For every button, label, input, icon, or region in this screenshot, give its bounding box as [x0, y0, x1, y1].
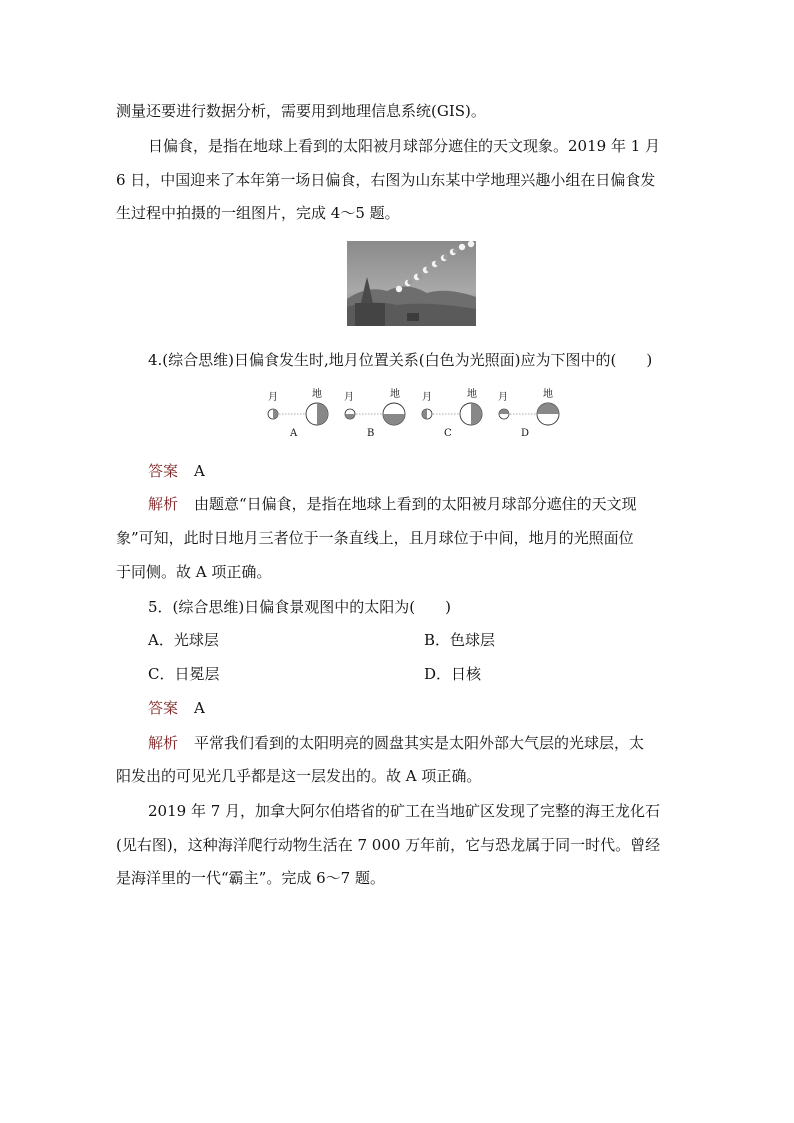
passage1-line1: 日偏食，是指在地球上看到的太阳被月球部分遮住的天文现象。2019 年 1 月 [148, 137, 661, 155]
q5-option-c[interactable]: C．日冕层 [148, 665, 220, 683]
analysis-label: 解析 [148, 495, 179, 513]
q5-option-b[interactable]: B．色球层 [424, 631, 496, 649]
option-d-label: D [521, 428, 530, 439]
q4-analysis-line1 [148, 494, 637, 514]
q5-analysis-line2: 阳发出的可见光几乎都是这一层发出的。故 A 项正确。 [116, 767, 482, 785]
option-b-diagram [344, 387, 405, 439]
passage2-line3: 是海洋里的一代“霸主”。完成 6～7 题。 [116, 869, 385, 887]
q4-analysis-text1: 由题意“日偏食，是指在地球上看到的太阳被月球部分遮住的天文现 [194, 495, 637, 513]
option-d-diagram [498, 387, 559, 439]
q4-answer-row [148, 461, 205, 481]
q4-stem: 4.(综合思维)日偏食发生时,地月位置关系(白色为光照面)应为下图中的( ) [148, 351, 653, 369]
q5-analysis-line1 [148, 733, 644, 753]
q5-option-a[interactable]: A．光球层 [148, 631, 219, 649]
q4-answer-value: A [194, 462, 205, 480]
earth-label: 地 [467, 389, 477, 400]
q5-analysis-text1: 平常我们看到的太阳明亮的圆盘其实是太阳外部大气层的光球层，太 [194, 734, 645, 752]
passage1-line2: 6 日，中国迎来了本年第一场日偏食，右图为山东某中学地理兴趣小组在日偏食发 [116, 171, 656, 189]
earth-label: 地 [312, 389, 322, 400]
passage2-line1: 2019 年 7 月，加拿大阿尔伯塔省的矿工在当地矿区发现了完整的海王龙化石 [148, 802, 661, 820]
earth-label: 地 [543, 389, 553, 400]
answer-label: 答案 [148, 462, 179, 480]
q4-analysis-line3: 于同侧。故 A 项正确。 [116, 563, 272, 581]
option-a-label: A [290, 428, 298, 439]
q5-option-d[interactable]: D．日核 [424, 665, 482, 683]
q4-analysis-line2: 象”可知，此时日地月三者位于一条直线上，且月球位于中间，地月的光照面位 [116, 529, 634, 547]
earth-moon-position-diagram [262, 386, 562, 444]
answer-label: 答案 [148, 699, 179, 717]
option-c-label: C [444, 428, 452, 439]
q5-stem: 5．(综合思维)日偏食景观图中的太阳为( ) [148, 598, 451, 616]
moon-label: 月 [344, 392, 354, 403]
moon-label: 月 [498, 392, 508, 403]
moon-label: 月 [422, 392, 432, 403]
q5-answer-row [148, 698, 205, 718]
eclipse-sequence-photo [347, 241, 476, 326]
option-c-diagram [422, 387, 482, 439]
option-b-label: B [367, 428, 375, 439]
intro-gis-line: 测量还要进行数据分析，需要用到地理信息系统(GIS)。 [116, 102, 486, 120]
moon-label: 月 [268, 392, 278, 403]
option-a-diagram [268, 387, 328, 439]
passage2-line2: (见右图)，这种海洋爬行动物生活在 7 000 万年前，它与恐龙属于同一时代。曾经 [116, 836, 661, 854]
q5-answer-value: A [194, 699, 205, 717]
earth-label: 地 [390, 389, 400, 400]
analysis-label: 解析 [148, 734, 179, 752]
passage1-line3: 生过程中拍摄的一组图片，完成 4～5 题。 [116, 204, 400, 222]
